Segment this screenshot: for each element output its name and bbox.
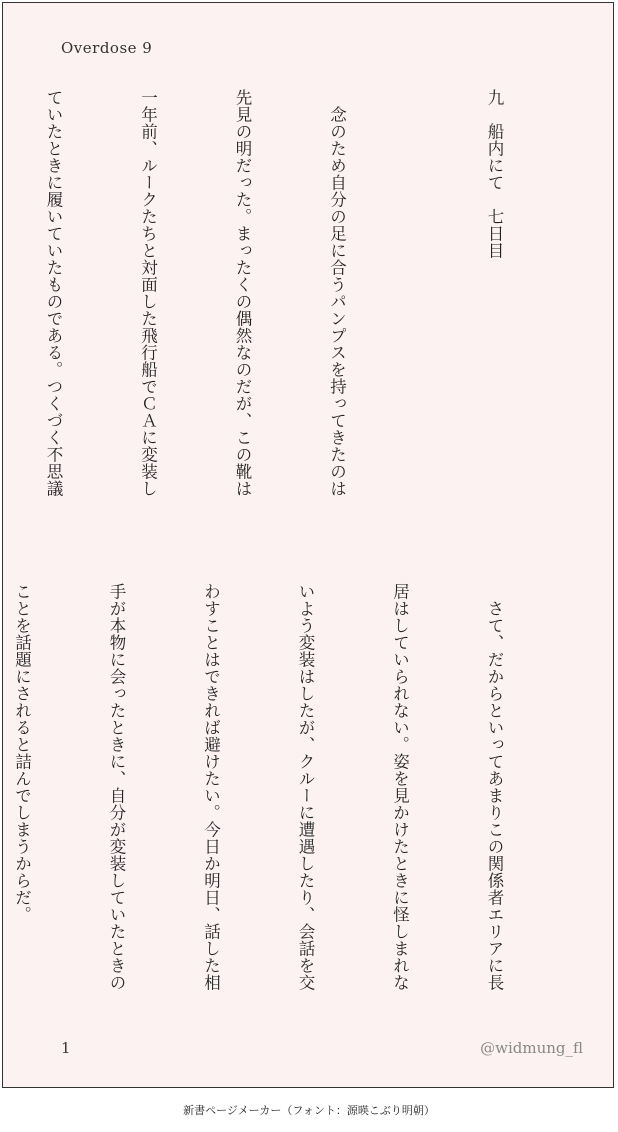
text-column: 居はしていられない。姿を見かけたときに怪しまれな xyxy=(390,583,410,991)
text-column: 九 船内にて 七日目 xyxy=(485,89,504,259)
text-column: 一年前、ルークたちと対面した飛行船でＣＡに変装し xyxy=(138,89,158,497)
text-column: 念のため自分の足に合うパンプスを持ってきたのは xyxy=(327,89,347,497)
text-column: 手が本物に会ったときに、自分が変装していたときの xyxy=(107,583,126,991)
author-handle: @widmung_fl xyxy=(480,1039,583,1057)
lower-text-block xyxy=(0,583,573,1003)
text-column: わすことはできれば避けたい。今日か明日、話した相 xyxy=(201,583,221,991)
text-column: さて、だからといってあまりこの関係者エリアに長 xyxy=(485,583,504,991)
text-column: ことを話題にされると詰んでしまうからだ。 xyxy=(12,583,32,923)
text-column: 先見の明だった。まったくの偶然なのだが、この靴は xyxy=(233,89,252,497)
text-column: ていたときに履いていたものである。つくづく不思議 xyxy=(44,89,63,497)
generator-caption: 新書ページメーカー（フォント：源暎こぶり明朝） xyxy=(183,1104,435,1117)
page-number: 1 xyxy=(61,1039,71,1057)
page-header-title: Overdose 9 xyxy=(61,39,153,57)
text-column: いよう変装はしたが、クルーに遭遇したり、会話を交 xyxy=(296,583,315,991)
upper-text-block xyxy=(0,89,573,559)
book-page xyxy=(2,2,614,1088)
